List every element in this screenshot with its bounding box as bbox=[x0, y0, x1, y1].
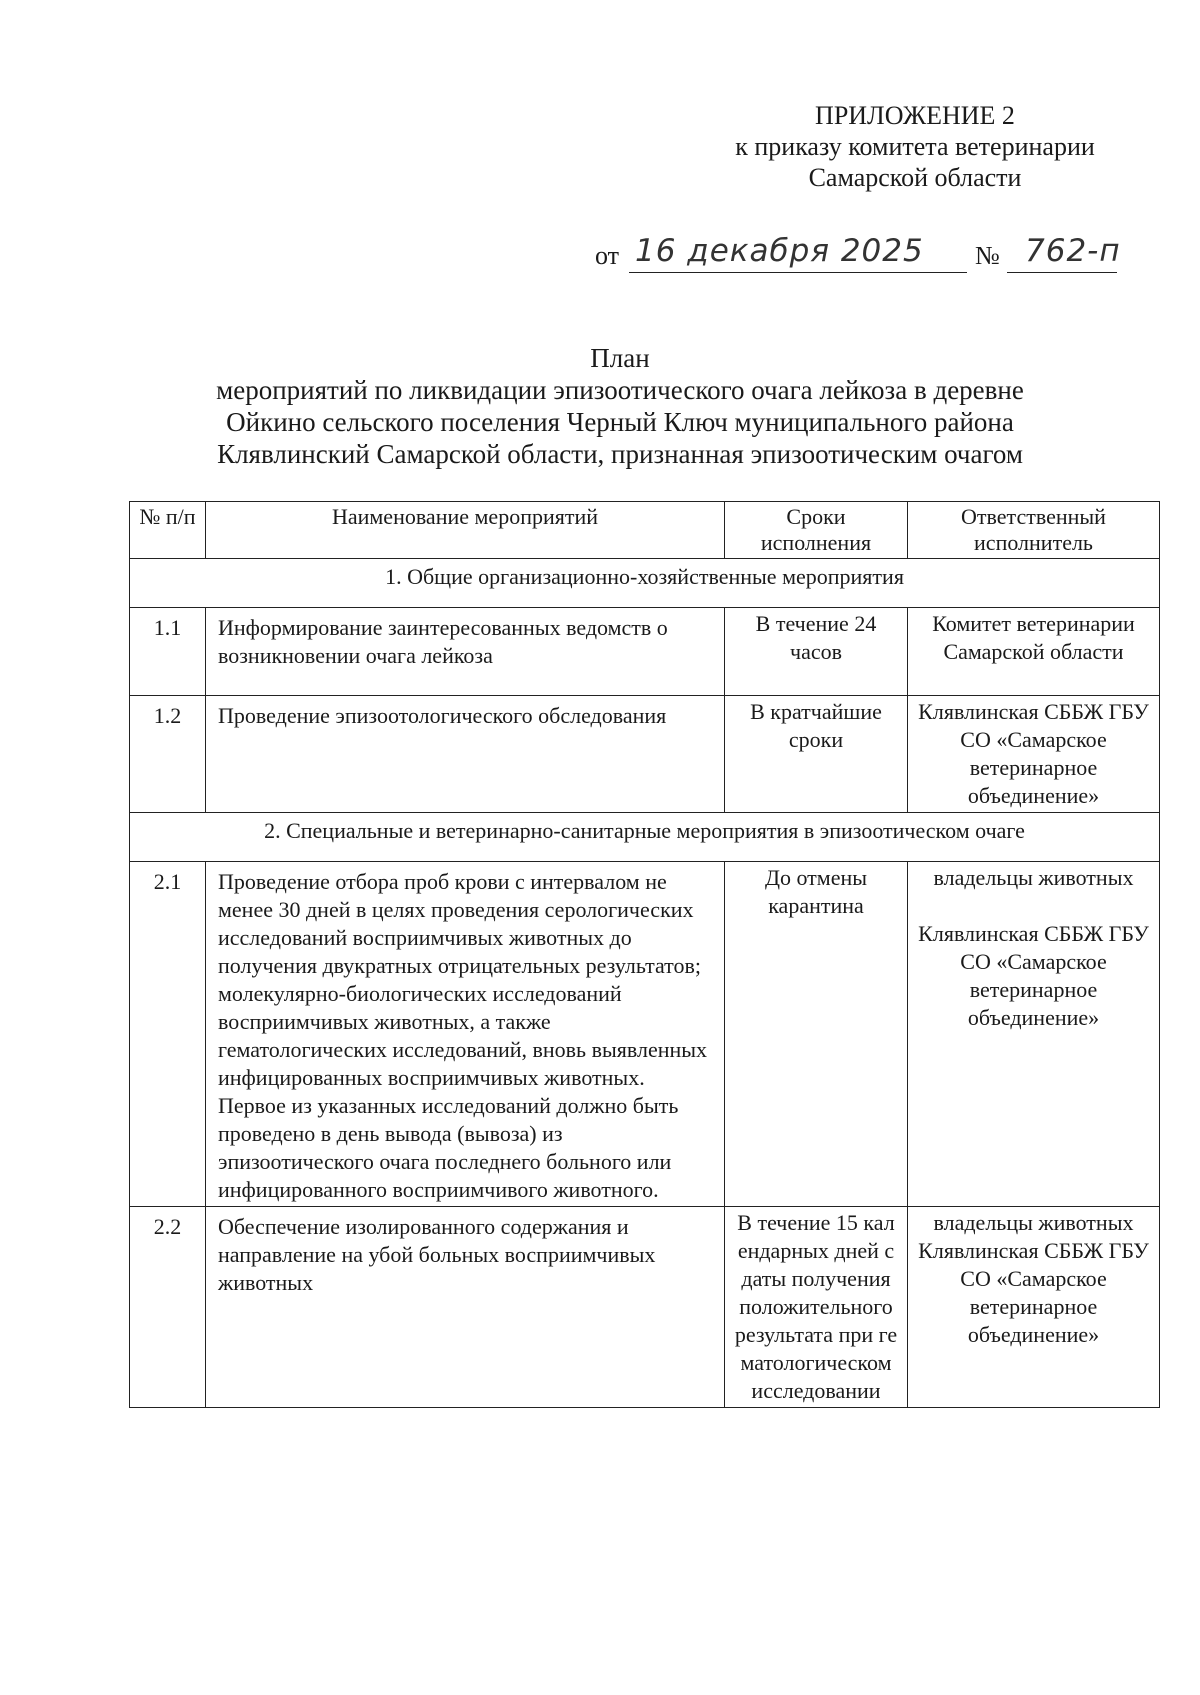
appendix-line-order: к приказу комитета ветеринарии bbox=[735, 132, 1095, 161]
appendix-title: ПРИЛОЖЕНИЕ 2 bbox=[815, 101, 1015, 130]
table-header-row bbox=[130, 502, 1160, 559]
row-responsible: Комитет ветеринарии Самарской области bbox=[908, 608, 1160, 696]
section-1-title: 1. Общие организационно-хозяйственные мероприятия bbox=[130, 559, 1160, 608]
row-responsible: владельцы животных Клявлинская СББЖ ГБУ СО «Самарское ветеринарное объединение» bbox=[908, 1207, 1160, 1408]
title-line-3: Ойкино сельского поселения Черный Ключ муниципального района bbox=[226, 407, 1014, 437]
header-responsible: Ответственный исполнитель bbox=[908, 502, 1160, 559]
row-num: 1.1 bbox=[130, 608, 206, 696]
row-deadline: В течение 24 часов bbox=[725, 608, 908, 696]
title-line-2: мероприятий по ликвидации эпизоотического очага лейкоза в деревне bbox=[216, 375, 1024, 405]
number-underline bbox=[1007, 272, 1117, 273]
row-name: Обеспечение изолированного содержания и направление на убой больных восприимчивых животных bbox=[206, 1207, 725, 1408]
row-num: 2.1 bbox=[130, 862, 206, 1207]
row-deadline: В кратчайшие сроки bbox=[725, 696, 908, 813]
date-underline bbox=[629, 272, 967, 273]
handwritten-date: 16 декабря 2025 bbox=[635, 233, 924, 269]
title-line-4: Клявлинский Самарской области, признанная эпизоотическим очагом bbox=[217, 439, 1023, 469]
title-plan: План bbox=[590, 343, 650, 373]
header-num: № п/п bbox=[130, 502, 206, 559]
table-row bbox=[130, 696, 1160, 813]
section-2-title: 2. Специальные и ветеринарно-санитарные мероприятия в эпизоотическом очаге bbox=[130, 813, 1160, 862]
row-name: Проведение отбора проб крови с интервалом не менее 30 дней в целях проведения серологических исследований восприимчивых животных до получения двукратных отрицательных результатов; молекулярно-биологических исследований восприимчивых животных, а также гематологических исследований, вновь выявленных инфицированных восприимчивых животных. Первое из указанных исследований должно быть проведено в день вывода (вывоза) из эпизоотического очага последнего больного или инфицированного восприимчивого животного. bbox=[206, 862, 725, 1207]
order-date-number-line bbox=[595, 225, 1155, 275]
table-row bbox=[130, 608, 1160, 696]
appendix-line-region: Самарской области bbox=[808, 163, 1022, 192]
row-name: Информирование заинтересованных ведомств о возникновении очага лейкоза bbox=[206, 608, 725, 696]
table-row bbox=[130, 862, 1160, 1207]
number-label: № bbox=[975, 241, 1000, 270]
row-num: 2.2 bbox=[130, 1207, 206, 1408]
row-deadline: До отмены карантина bbox=[725, 862, 908, 1207]
section-row bbox=[130, 559, 1160, 608]
header-deadline: Сроки исполнения bbox=[725, 502, 908, 559]
document-title bbox=[160, 342, 1080, 470]
row-responsible: Клявлинская СББЖ ГБУ СО «Самарское ветеринарное объединение» bbox=[908, 696, 1160, 813]
header-name: Наименование мероприятий bbox=[206, 502, 725, 559]
appendix-block bbox=[690, 100, 1140, 193]
handwritten-number: 762-п bbox=[1025, 233, 1121, 269]
table-row bbox=[130, 1207, 1160, 1408]
row-deadline: В течение 15 календарных дней с даты получения положительного результата при гематологическом исследовании bbox=[725, 1207, 908, 1408]
plan-table bbox=[129, 501, 1160, 1408]
section-row bbox=[130, 813, 1160, 862]
row-responsible: владельцы животных Клявлинская СББЖ ГБУ СО «Самарское ветеринарное объединение» bbox=[908, 862, 1160, 1207]
row-name: Проведение эпизоотологического обследования bbox=[206, 696, 725, 813]
from-label: от bbox=[595, 241, 620, 270]
row-num: 1.2 bbox=[130, 696, 206, 813]
